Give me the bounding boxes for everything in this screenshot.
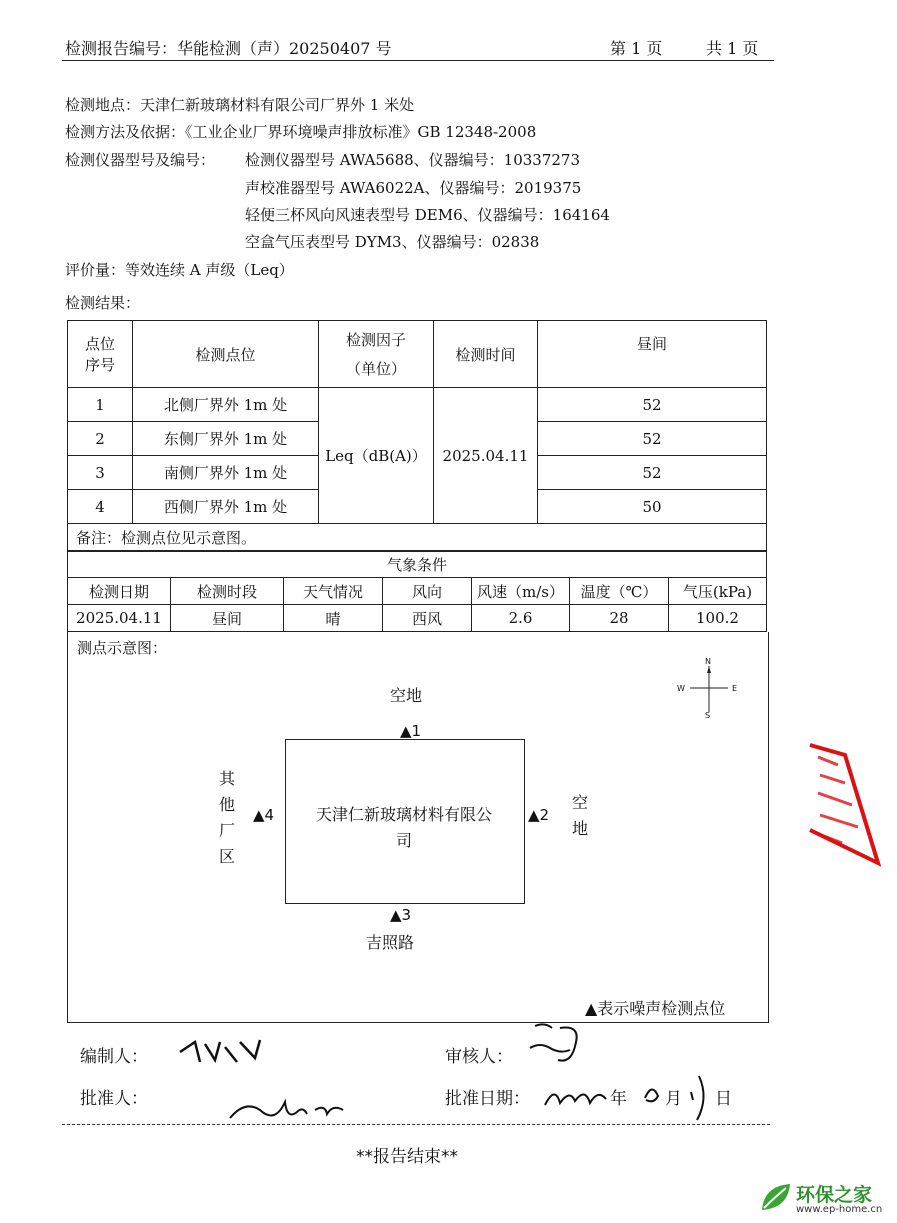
date-cell: 2025.04.11 <box>434 388 538 524</box>
reviewed-label: 审核人： <box>445 1047 513 1067</box>
table-row: 1 北侧厂界外 1m 处 Leq（dB(A)） 2025.04.11 52 <box>68 388 767 422</box>
weather-title: 气象条件 <box>68 551 767 578</box>
diagram-label: 测点示意图： <box>77 639 168 657</box>
instrument-line: 轻便三杯风向风速表型号 DEM6、仪器编号：164164 <box>245 206 610 224</box>
legend: ▲表示噪声检测点位 <box>585 999 726 1018</box>
weather-header: 检测日期 <box>68 578 171 605</box>
stamp-icon <box>790 735 885 870</box>
page-total: 共 1 页 <box>706 39 759 58</box>
approve-date-label: 批准日期： <box>445 1089 530 1109</box>
factor-cell: Leq（dB(A)） <box>319 388 434 524</box>
month-suffix: 月 <box>665 1089 682 1109</box>
report-number: 检测报告编号：华能检测（声）20250407 号 <box>65 39 392 58</box>
header-daytime: 昼间 <box>538 321 767 388</box>
signature-reviewed <box>520 1020 590 1070</box>
header-rule <box>62 60 774 61</box>
weather-header: 风向 <box>383 578 472 605</box>
instrument-line: 空盒气压表型号 DYM3、仪器编号：02838 <box>245 233 540 251</box>
table-row: 2 东侧厂界外 1m 处 52 <box>68 422 767 456</box>
test-location: 检测地点：天津仁新玻璃材料有限公司厂界外 1 米处 <box>65 96 415 114</box>
watermark-brand: 环保之家 <box>796 1184 873 1206</box>
right-label: 空 地 <box>572 793 589 838</box>
report-end: **报告结束** <box>356 1147 458 1167</box>
bottom-label: 吉照路 <box>366 933 415 952</box>
approved-label: 批准人： <box>80 1089 148 1109</box>
left-label: 其 他 厂 区 <box>219 769 236 866</box>
signature-prepared <box>175 1032 265 1072</box>
weather-header: 检测时段 <box>171 578 284 605</box>
instrument-line: 检测仪器型号 AWA5688、仪器编号：10337273 <box>245 151 581 169</box>
page-number: 第 1 页 <box>610 39 663 58</box>
compass-south: S <box>705 711 711 720</box>
header-point: 检测点位 <box>133 321 319 388</box>
header-factor: 检测因子 （单位） <box>319 321 434 388</box>
weather-header: 天气情况 <box>284 578 383 605</box>
handwritten-year <box>540 1075 610 1115</box>
compass-west: W <box>677 684 685 693</box>
handwritten-day <box>685 1070 715 1125</box>
watermark-url: www.ep-home.cn <box>796 1204 883 1215</box>
day-suffix: 日 <box>715 1089 732 1109</box>
results-table <box>67 320 767 552</box>
handwritten-month <box>640 1078 665 1108</box>
test-method: 检测方法及依据：《工业企业厂界环境噪声排放标准》GB 12348-2008 <box>65 123 537 141</box>
top-label: 空地 <box>390 686 423 705</box>
prepared-label: 编制人： <box>80 1047 148 1067</box>
point-2: ▲2 <box>528 806 550 824</box>
leaf-logo-icon <box>758 1180 794 1216</box>
evaluation-quantity: 评价量：等效连续 A 声级（Leq） <box>65 261 294 279</box>
year-suffix: 年 <box>610 1089 627 1109</box>
compass-east: E <box>732 684 738 693</box>
header-seq: 点位 序号 <box>68 321 133 388</box>
table-row: 3 南侧厂界外 1m 处 52 <box>68 456 767 490</box>
weather-header: 温度（℃） <box>570 578 669 605</box>
company-name: 天津仁新玻璃材料有限公 司 <box>315 805 492 850</box>
instrument-line: 声校准器型号 AWA6022A、仪器编号：2019375 <box>245 179 582 197</box>
signature-approved <box>225 1090 355 1140</box>
point-3: ▲3 <box>390 906 412 924</box>
point-4: ▲4 <box>253 806 275 824</box>
results-label: 检测结果： <box>65 294 141 312</box>
instruments-label: 检测仪器型号及编号： <box>65 151 216 169</box>
table-row: 2025.04.11 昼间 晴 西风 2.6 28 100.2 <box>68 605 767 632</box>
weather-header: 风速（m/s） <box>472 578 570 605</box>
weather-header: 气压(kPa) <box>669 578 767 605</box>
weather-table <box>67 550 767 632</box>
header-time: 检测时间 <box>434 321 538 388</box>
table-row: 4 西侧厂界外 1m 处 50 <box>68 490 767 524</box>
compass-north: N <box>705 657 711 666</box>
table-note: 备注：检测点位见示意图。 <box>68 524 767 552</box>
end-divider <box>62 1124 770 1125</box>
point-1: ▲1 <box>400 722 422 740</box>
